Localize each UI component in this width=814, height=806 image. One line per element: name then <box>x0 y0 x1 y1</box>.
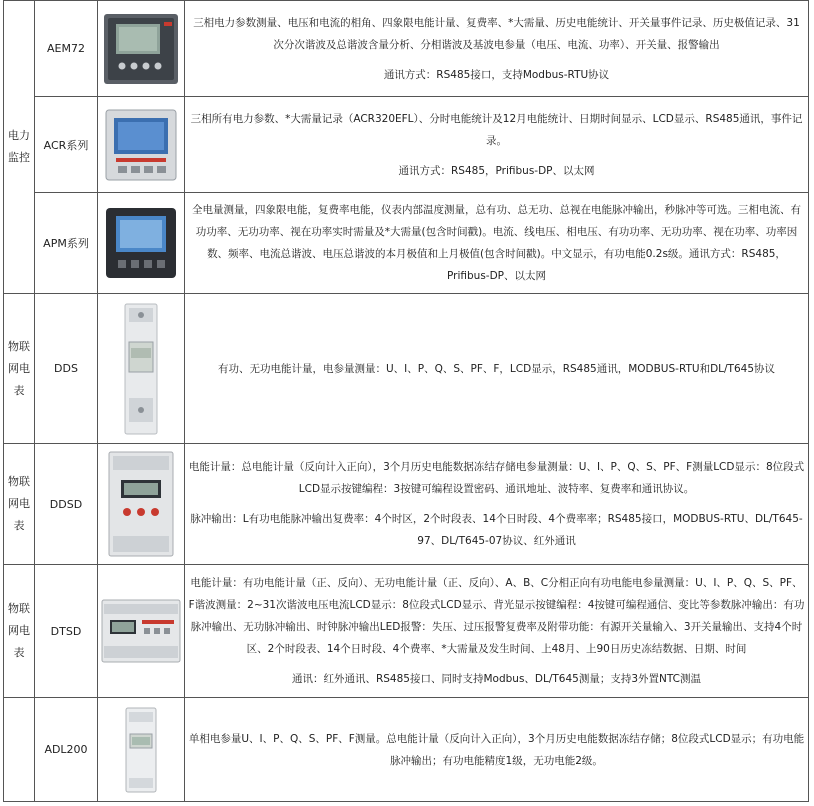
din-rail-meter-image <box>118 706 164 794</box>
product-image-cell <box>98 565 185 698</box>
category-label: 物联网电表 <box>8 602 30 659</box>
model-cell <box>35 698 98 802</box>
description-text: 脉冲输出：L有功电能脉冲输出复费率：4个时区，2个时段表、14个日时段、4个费率率；RS485接口，MODBUS-RTU、DL/T645-97、DL/T645-07协议、红外通讯 <box>190 513 803 547</box>
product-table <box>3 0 809 802</box>
description-text: 单相电参量U、I、P、Q、S、PF、F测量。总电能计量（反向计入正向），3个月历史电能数据冻结存储；8位段式LCD显示；有功电能脉冲输出；有功电能精度1级，无功电能2级。 <box>188 732 805 767</box>
description-text: 通讯方式：RS485，Prifibus-DP、以太网 <box>398 164 595 177</box>
category-cell <box>4 294 35 444</box>
model-name: APM系列 <box>43 237 89 250</box>
panel-meter-image <box>102 108 180 182</box>
category-label: 物联网电表 <box>8 339 30 397</box>
model-name: DTSD <box>50 624 82 638</box>
table-row <box>4 97 809 193</box>
table-row <box>4 193 809 294</box>
model-name: AEM72 <box>47 42 85 55</box>
description-cell <box>185 565 809 698</box>
description-cell <box>185 1 809 97</box>
model-cell <box>35 444 98 565</box>
category-label: 物联网电表 <box>8 475 30 532</box>
table-row <box>4 294 809 444</box>
din-rail-meter-image <box>103 450 179 558</box>
category-cell <box>4 698 35 802</box>
description-cell <box>185 444 809 565</box>
model-cell <box>35 1 98 97</box>
description-text: 通讯方式：RS485接口，支持Modbus-RTU协议 <box>383 68 610 81</box>
description-text: 通讯：红外通讯、RS485接口、同时支持Modbus、DL/T645测量；支持3外置NTC测温 <box>291 673 702 685</box>
model-cell <box>35 294 98 444</box>
description-text: 三相电力参数测量、电压和电流的相角、四象限电能计量、复费率、*大需量、历史电能统计、开关量事件记录、历史极值记录、31次分次谐波及总谐波含量分析、分相谐波及基波电参量（电压、电流、功率）、开关量、报警输出 <box>193 16 800 51</box>
model-name: DDS <box>54 362 78 375</box>
product-image-cell <box>98 698 185 802</box>
product-image-cell <box>98 444 185 565</box>
product-image-cell <box>98 97 185 193</box>
panel-meter-image <box>102 204 180 282</box>
category-cell <box>4 1 35 294</box>
model-name: DDSD <box>49 497 83 511</box>
description-text: 电能计量：总电能计量（反向计入正向），3个月历史电能数据冻结存储电参量测量：U、I、P、Q、S、PF、F测量LCD显示：8位段式LCD显示按键编程：3按键可编程设置密码、通讯地址、波特率、复费率和通讯协议。 <box>188 461 805 495</box>
table-row <box>4 444 809 565</box>
description-text: 电能计量：有功电能计量（正、反向）、无功电能计量（正、反向）、A、B、C分相正向有功电能电参量测量：U、I、P、Q、S、PF、F谐波测量：2~31次谐波电压电流LCD显示：8位段式LCD显示、背光显示按键编程：4按键可编程通信、变比等参数脉冲输出：有功脉冲输出、无功脉冲输出、时钟脉冲输出LED报警：失压、过压报警复费率及附带功能：有源开关量输入、3开关量输出、支持4个时区、2个时段表、14个日时段、4个费率、*大需量及发生时间、上48月、上90日历史冻结数据、日期、时间 <box>188 577 805 655</box>
product-image-cell <box>98 193 185 294</box>
description-text: 有功、无功电能计量，电参量测量：U、I、P、Q、S、PF、F，LCD显示，RS485通讯，MODBUS-RTU和DL/T645协议 <box>217 362 776 375</box>
description-cell <box>185 698 809 802</box>
category-cell <box>4 444 35 565</box>
din-rail-meter-image <box>111 302 171 436</box>
description-cell <box>185 294 809 444</box>
table-row <box>4 698 809 802</box>
model-name: ADL200 <box>44 743 88 756</box>
description-text: 全电量测量，四象限电能，复费率电能，仪表内部温度测量，总有功、总无功、总视在电能脉冲输出，秒脉冲等可选。三相电流、有功功率、无功功率、视在功率实时需量及*大需量(包含时间戳)。电流、线电压、相电压、有功功率、无功功率、视在功率、功率因数、频率、电流总谐波、电压总谐波的本月极值和上月极值(包含时间戳)。中文显示，有功电能0.2s级。通讯方式：RS485，Prifibus-DP、以太网 <box>192 204 801 282</box>
product-image-cell <box>98 294 185 444</box>
description-cell <box>185 193 809 294</box>
table-row <box>4 1 809 97</box>
category-cell <box>4 565 35 698</box>
model-cell <box>35 193 98 294</box>
din-rail-meter-image <box>100 596 182 666</box>
model-name: ACR系列 <box>43 138 89 152</box>
description-cell <box>185 97 809 193</box>
panel-meter-image <box>102 12 180 86</box>
model-cell <box>35 565 98 698</box>
description-text: 三相所有电力参数、*大需量记录（ACR320EFL）、分时电能统计及12月电能统计、日期时间显示、LCD显示、RS485通讯，事件记录。 <box>190 112 803 147</box>
table-row <box>4 565 809 698</box>
product-image-cell <box>98 1 185 97</box>
model-cell <box>35 97 98 193</box>
category-label: 电力监控 <box>8 129 30 164</box>
